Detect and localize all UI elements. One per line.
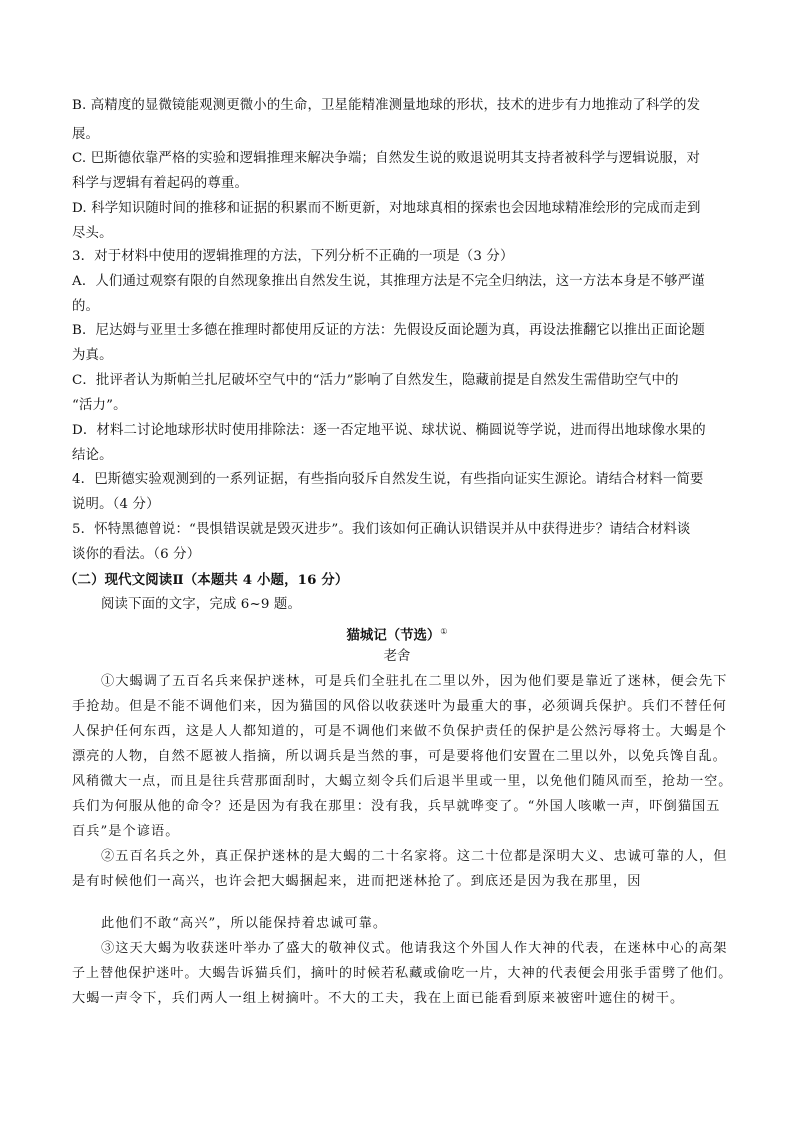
q3-option-c-line2: “活力”。 bbox=[72, 398, 127, 413]
passage-line: 子上替他保护迷叶。大蝎告诉猫兵们，摘叶的时候若私藏或偷吃一片，大神的代表便会用张手雷劈了他们。 bbox=[72, 966, 733, 981]
q3-option-a-line2: 的。 bbox=[72, 299, 100, 314]
q2-option-d-line1: D. 科学知识随时间的推移和证据的积累而不断更新，对地球真相的探索也会因地球精准绘形的完成而走到 bbox=[72, 201, 701, 216]
passage-line: 兵们为何服从他的命令？还是因为有我在那里：没有我，兵早就哗变了。“外国人咳嗽一声，吓倒猫国五 bbox=[72, 799, 721, 814]
passage-line: 漂亮的人物，自然不愿被人指摘，所以调兵是当然的事，可是要将他们安置在二里以外，以免兵馋自乱。 bbox=[72, 749, 727, 764]
passage-line: ①大蝎调了五百名兵来保护迷林，可是兵们全驻扎在二里以外，因为他们要是靠近了迷林，便会先下 bbox=[101, 674, 728, 689]
passage-title bbox=[0, 623, 794, 644]
passage-author: 老舍 bbox=[383, 649, 411, 664]
q2-option-b-line2: 展。 bbox=[72, 127, 100, 142]
passage-line: 大蝎一声令下，兵们两人一组上树摘叶。不大的工夫，我在上面已能看到原来被密叶遮住的树干。 bbox=[72, 991, 685, 1006]
q3-stem: 3．对于材料中使用的逻辑推理的方法，下列分析不正确的一项是（3 分） bbox=[72, 249, 514, 264]
q2-option-b-line1: B. 高精度的显微镜能观测更微小的生命，卫星能精准测量地球的形状，技术的进步有力地推动了科学的发 bbox=[72, 98, 701, 113]
passage-line: 是有时候他们一高兴，也许会把大蝎捆起来，进而把迷林抢了。到底还是因为我在那里，因 bbox=[72, 874, 642, 889]
q4-line2: 说明。（4 分） bbox=[72, 497, 160, 512]
q5-line1: 5．怀特黑德曾说：“畏惧错误就是毁灭进步”。我们该如何正确认识错误并从中获得进步？请结合材料谈 bbox=[72, 522, 691, 537]
passage-line: 人保护任何东西，这是人人都知道的，可是不调他们来做不负保护责任的保护是公然污辱将士。大蝎是个 bbox=[72, 724, 727, 739]
reading-instruction: 阅读下面的文字，完成 6~9 题。 bbox=[101, 597, 302, 612]
q3-option-b-line1: B．尼达姆与亚里士多德在推理时都使用反证的方法：先假设反面论题为真，再设法推翻它以推出正面论题 bbox=[72, 323, 705, 338]
section-heading: （二）现代文阅读Ⅱ（本题共 4 小题，16 分） bbox=[64, 572, 349, 588]
footnote-marker: ① bbox=[440, 627, 448, 636]
q5-line2: 谈你的看法。（6 分） bbox=[72, 547, 201, 562]
q4-line1: 4．巴斯德实验观测到的一系列证据，有些指向驳斥自然发生说，有些指向证实生源论。请结合材料一简要 bbox=[72, 472, 704, 487]
passage-line: ②五百名兵之外，真正保护迷林的是大蝎的二十名家将。这二十位都是深明大义、忠诚可靠的人，但 bbox=[101, 849, 728, 864]
passage-line: 此他们不敢“高兴”，所以能保持着忠诚可靠。 bbox=[101, 916, 388, 931]
passage-line: 风稍微大一点，而且是往兵营那面刮时，大蝎立刻令兵们后退半里或一里，以免他们随风而至，抢劫一空。 bbox=[72, 774, 733, 789]
q2-option-d-line2: 尽头。 bbox=[72, 226, 113, 241]
q2-option-c-line2: 科学与逻辑有着起码的尊重。 bbox=[72, 176, 249, 191]
q3-option-d-line2: 结论。 bbox=[72, 448, 113, 463]
passage-line: 手抢劫。但是不能不调他们来，因为猫国的风俗以收获迷叶为最重大的事，必须调兵保护。兵们不替任何 bbox=[72, 699, 727, 714]
q3-option-b-line2: 为真。 bbox=[72, 348, 113, 363]
q3-option-a-line1: A．人们通过观察有限的自然现象推出自然发生说，其推理方法是不完全归纳法，这一方法本身是不够严谨 bbox=[72, 274, 705, 289]
passage-line: 百兵”是个谚语。 bbox=[72, 824, 180, 839]
passage-title-text: 猫城记（节选） bbox=[346, 627, 441, 644]
q3-option-c-line1: C．批评者认为斯帕兰扎尼破坏空气中的“活力”影响了自然发生，隐藏前提是自然发生需借助空气中的 bbox=[72, 373, 679, 388]
passage-line: ③这天大蝎为收获迷叶举办了盛大的敬神仪式。他请我这个外国人作大神的代表，在迷林中心的高架 bbox=[101, 941, 728, 956]
q2-option-c-line1: C. 巴斯德依靠严格的实验和逻辑推理来解决争端；自然发生说的败退说明其支持者被科学与逻辑说服，对 bbox=[72, 151, 701, 166]
q3-option-d-line1: D．材料二讨论地球形状时使用排除法：逐一否定地平说、球状说、椭圆说等学说，进而得出地球像水果的 bbox=[72, 423, 706, 438]
